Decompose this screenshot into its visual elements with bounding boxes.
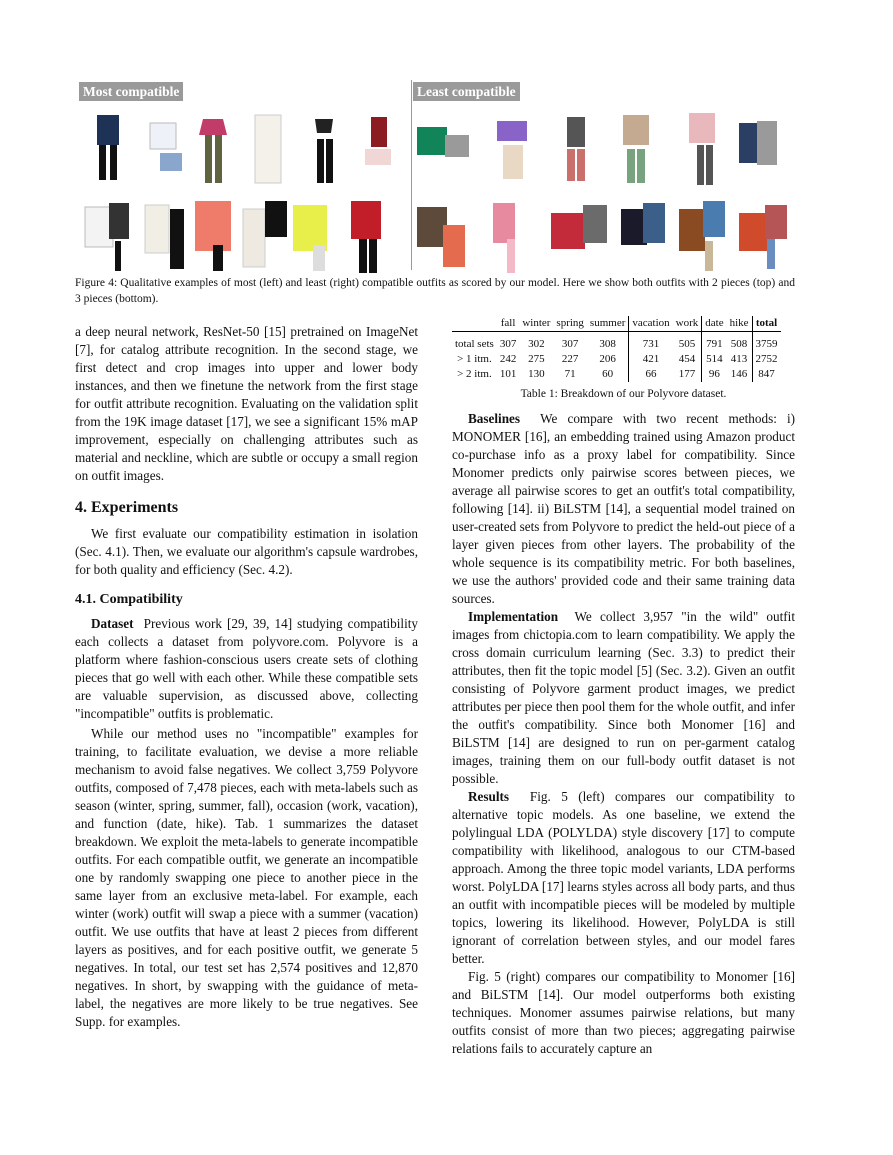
baselines-text: We compare with two recent methods: i) MONOMER [16], an embedding trained using Amazon product co-purchase info as a proxy label for compatibility. Since Monomer predicts only pairwise scores between pieces, we average all pairwise scores to get an outfit's total compatibility, following [14]. ii) BiLSTM [14], a sequential model trained on user-created sets from Polyvore to predict the held-out piece of a layer given pieces from other layers. The probability of the whole sequence is its compatibility metric. For both baselines, we use the authors' provided code and their same training data sources. bbox=[452, 411, 796, 606]
least-compatible-label: Least compatible bbox=[413, 82, 520, 101]
results-paragraph bbox=[452, 788, 795, 968]
table-header-row bbox=[452, 316, 781, 332]
table-header: total bbox=[752, 316, 781, 332]
dataset-heading: Dataset bbox=[91, 616, 134, 631]
outfit-most-bottom-1 bbox=[85, 203, 129, 271]
dataset-text: Previous work [29, 39, 14] studying compatibility each collects a dataset from polyvore.com. Polyvore is a platform where fashion-conscious users create sets of clothing pieces that go well with each other. While these compatible sets are valuable supervision, as discussed above, collecting "incompatible" outfits is problematic. bbox=[75, 616, 418, 721]
left-column bbox=[75, 323, 418, 1031]
method-paragraph: While our method uses no "incompatible" examples for training, to facilitate evaluation, we devise a more reliable mechanism to avoid false negatives. We collect 3,759 Polyvore outfits, composed of 7,478 pieces, each with meta-labels such as season (winter, spring, summer, fall), occasion (work, vacation), and function (date, hike). Tab. 1 summarizes the dataset breakdown. We exploit the meta-labels to generate incompatible outfits. For each compatible outfit, we generate an incompatible one by randomly swapping one piece to another piece in the same layer from an exclusive meta-label. For example, each winter (work) outfit will swap a piece with a summer (vacation) outfit. We use outfits that have at least 2 pieces from different layers as positives, and for each positive outfit, we generate 5 negatives. In total, our test set has 2,574 positives and 12,870 negatives. In short, by swapping with the guidance of meta-label, the negatives are more likely to be true negatives. See Supp. for examples. bbox=[75, 726, 418, 1029]
outfit-least-bottom-5 bbox=[679, 201, 725, 271]
outfit-most-bottom-3 bbox=[195, 201, 231, 271]
subsection-title: 4.1. Compatibility bbox=[75, 592, 183, 607]
table-header: work bbox=[675, 317, 699, 329]
outfit-most-top-1 bbox=[97, 115, 119, 180]
breakdown-table bbox=[452, 316, 781, 382]
outfit-least-top-6 bbox=[739, 121, 777, 165]
outfit-least-bottom-6 bbox=[739, 205, 787, 269]
outfit-least-bottom-1 bbox=[417, 207, 465, 267]
outfit-least-top-1 bbox=[417, 127, 469, 157]
outfit-most-top-6 bbox=[365, 117, 391, 165]
figure-caption: Figure 4: Qualitative examples of most (left) and least (right) compatible outfits as scored by our model. Here we show both outfits with 2 pieces (top) and 3 pieces (bottom). bbox=[75, 277, 795, 305]
outfit-most-top-3 bbox=[199, 119, 227, 183]
section-intro: We first evaluate our compatibility estimation in isolation (Sec. 4.1). Then, we evaluate our algorithm's capsule wardrobes, for both quality and efficiency (Sec. 4.2). bbox=[75, 526, 418, 577]
dataset-paragraph bbox=[75, 615, 418, 723]
section-title: 4. Experiments bbox=[75, 499, 179, 516]
baselines-paragraph bbox=[452, 410, 795, 608]
outfit-least-bottom-4 bbox=[621, 203, 665, 245]
table-header: spring bbox=[556, 317, 584, 329]
outfit-least-bottom-2 bbox=[493, 203, 515, 273]
outfit-least-top-3 bbox=[567, 117, 585, 181]
outfit-most-bottom-6 bbox=[351, 201, 381, 273]
outfit-most-bottom-2 bbox=[145, 205, 184, 269]
implementation-paragraph bbox=[452, 608, 795, 788]
outfit-thumbnails bbox=[75, 105, 795, 275]
final-paragraph: Fig. 5 (right) compares our compatibility to Monomer [16] and BiLSTM [14]. Our model outperforms both existing techniques. Monomer assumes pairwise relations, but many outfits consist of more than two pieces; aggregating pairwise relations fails to accurately capture an bbox=[452, 969, 795, 1056]
table-row: > 2 itm. 101 130 71 60 66 177 96 146 847 bbox=[452, 367, 781, 382]
results-heading: Results bbox=[468, 789, 510, 804]
table-header: hike bbox=[729, 317, 749, 329]
outfit-most-top-2 bbox=[150, 123, 182, 171]
outfit-least-bottom-3 bbox=[551, 205, 607, 249]
outfit-most-bottom-4 bbox=[243, 201, 287, 267]
table-header: summer bbox=[589, 317, 626, 329]
outfit-least-top-2 bbox=[497, 121, 527, 179]
table-caption: Table 1: Breakdown of our Polyvore dataset. bbox=[520, 388, 727, 400]
table-row: total sets 307 302 307 308 731 505 791 508 3759 bbox=[452, 332, 781, 353]
table-header: winter bbox=[522, 317, 551, 329]
outfit-most-top-5 bbox=[315, 119, 333, 183]
implementation-heading: Implementation bbox=[468, 609, 559, 624]
outfit-least-top-5 bbox=[689, 113, 715, 185]
table-header: date bbox=[702, 316, 727, 332]
outfit-most-top-4 bbox=[255, 115, 281, 183]
baselines-heading: Baselines bbox=[468, 411, 521, 426]
most-compatible-label: Most compatible bbox=[79, 82, 183, 101]
intro-paragraph: a deep neural network, ResNet-50 [15] pretrained on ImageNet [7], for catalog attribute recognition. In the second stage, we first detect and crop images into upper and lower body instances, and then we finetune the network from the first stage for outfit attribute recognition. Evaluating on the validation split from the 19K image dataset [17], we see a significant 15% mAP improvement, especially on challenging attributes such as material and neckline, which are subtle or occupy a small region on outfit images. bbox=[75, 324, 418, 483]
implementation-text: We collect 3,957 "in the wild" outfit images from chictopia.com to learn compatibility. We apply the cross domain curriculum learning (Sec. 3.3) to predict their attributes, then fit the topic model [5] (Sec. 3.2). Given an outfit consisting of Polyvore garment product images, we predict attributes per piece then pool them for the whole outfit, and infer the outfit's compatibility. Since both Monomer [16] and BiLSTM [14] are designed to run on per-garment catalog images, training them on our full-body outfit dataset is not possible. bbox=[452, 609, 796, 786]
table-header: vacation bbox=[629, 316, 673, 332]
table-header bbox=[452, 316, 497, 332]
right-column bbox=[452, 410, 795, 1058]
outfit-least-top-4 bbox=[623, 115, 649, 183]
table-row: > 1 itm. 242 275 227 206 421 454 514 413 2752 bbox=[452, 352, 781, 367]
outfit-most-bottom-5 bbox=[293, 205, 327, 271]
results-text: Fig. 5 (left) compares our compatibility to alternative topic models. As one baseline, we extend the polylingual LDA (POLYLDA) style discovery [17] to compute compatibility with likelihood, analogous to our CTM-based approach. Among the three topic model variants, LDA performs worst. PolyLDA [17] learns styles across all body parts, and thus an outfit with incompatible pieces will be modeled by multiple topics, lowering its likelihood. However, PolyLDA is still ignorant of correlation between styles, and our model fares better. bbox=[452, 789, 795, 966]
table-header: fall bbox=[500, 317, 516, 329]
